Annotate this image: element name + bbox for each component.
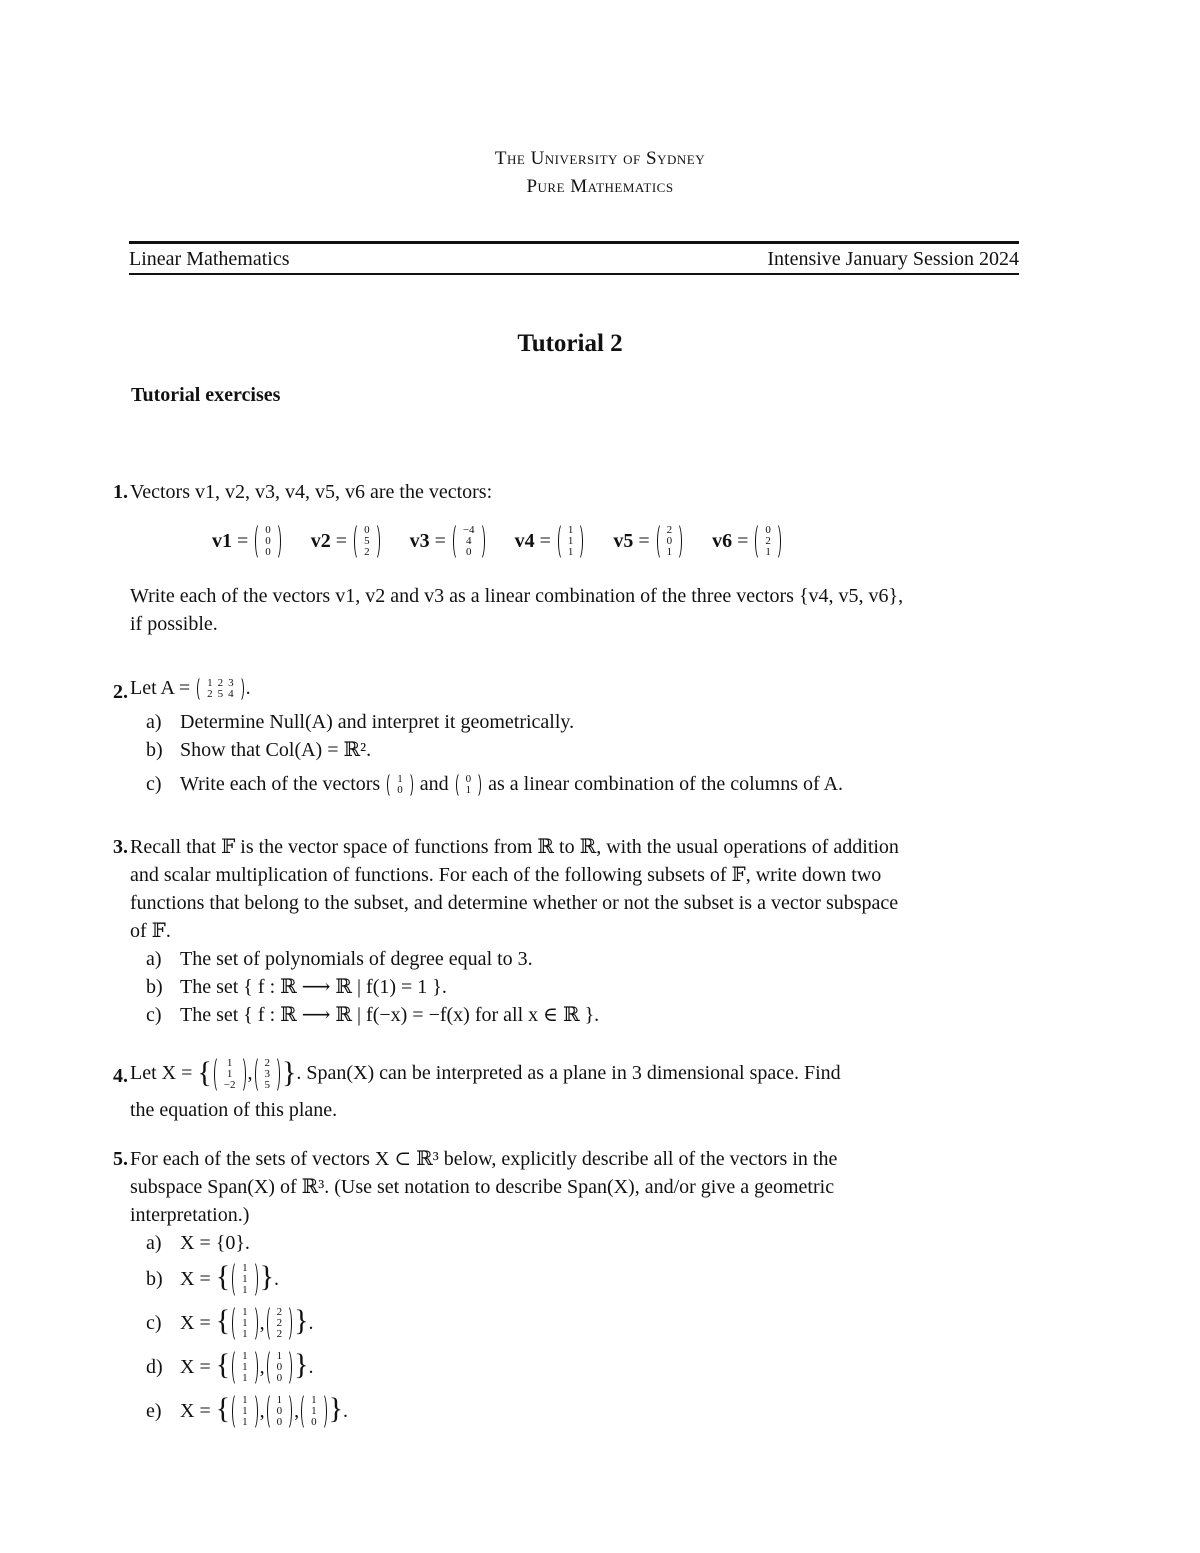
vector-entry: 1: [226, 1057, 233, 1069]
matrix-entry: 2: [217, 677, 224, 690]
set-brace: {: [215, 1304, 231, 1337]
exercise-3-text: of 𝔽.: [130, 920, 171, 942]
part-text: Show that Col(A) = ℝ².: [180, 739, 372, 761]
exercise-number: 3.: [113, 836, 128, 858]
vector-entry: 1: [242, 1393, 248, 1406]
matrix-a: [197, 676, 244, 702]
column-vector: [267, 1349, 293, 1386]
exercise-4: [96, 1056, 1019, 1124]
vector-entry: 1: [242, 1283, 248, 1296]
vector-entry: 1: [276, 1393, 283, 1406]
vector-entry: 0: [311, 1415, 317, 1428]
exercise-5-text: interpretation.): [130, 1204, 250, 1226]
exercise-number: 4.: [113, 1065, 128, 1087]
column-vector: [255, 523, 281, 560]
part-text: Write each of the vectors: [180, 773, 381, 795]
exercise-3-text: and scalar multiplication of functions. For each of the following subsets of 𝔽, write down two: [130, 864, 882, 886]
course-name: Linear Mathematics: [129, 248, 290, 270]
vector-entry: 1: [666, 545, 673, 558]
exercise-part: e) X = { 1 1 1 , 1 0 0 , 1 1 0 } .: [146, 1392, 349, 1428]
vector-entry: 1: [397, 773, 403, 786]
exercise-4-prefix: Let X =: [130, 1062, 193, 1085]
header-rule-top: [129, 241, 1019, 244]
set-brace: }: [282, 1055, 297, 1089]
vector-entry: 1: [311, 1404, 317, 1417]
exercise-part: [146, 736, 1019, 764]
set-brace: }: [328, 1392, 344, 1425]
matrix-entry: 1: [207, 677, 213, 690]
part-label: c): [146, 1004, 162, 1026]
vector-name: v4: [514, 530, 535, 552]
vector-def: v1 = 0 0 0: [212, 523, 283, 560]
column-vector: [657, 523, 683, 560]
column-vector: [387, 772, 413, 798]
exercise-number: 1.: [113, 481, 128, 503]
vector-entry: 0: [765, 523, 771, 536]
part-label: a): [146, 948, 162, 970]
vector-def: v4 = 1 1 1: [515, 523, 586, 560]
part-text: The set of polynomials of degree equal to 3.: [180, 948, 533, 970]
exercise-3-text: Recall that 𝔽 is the vector space of functions from ℝ to ℝ, with the usual operations of addition: [130, 836, 899, 858]
exercise-part: [146, 770, 1019, 798]
exercise-part: b) X = { 1 1 1 } .: [146, 1260, 280, 1296]
matrix-entry: 4: [228, 688, 234, 701]
exercise-part: [146, 945, 1019, 973]
part-text: X =: [180, 1356, 211, 1378]
vector-entry: 0: [364, 523, 370, 536]
exercise-part: [146, 973, 1019, 1001]
exercise-4-line2: the equation of this plane.: [130, 1099, 338, 1121]
department-name-text: Pure Mathematics: [526, 176, 674, 197]
part-text: The set { f : ℝ ⟶ ℝ | f(1) = 1 }.: [180, 976, 447, 998]
vector-entry: 0: [276, 1371, 283, 1384]
column-vector: [453, 523, 485, 560]
vector-entry: 0: [465, 545, 472, 558]
vector-entry: −4: [462, 523, 475, 536]
set-brace: {: [197, 1055, 212, 1089]
exercise-3: [96, 833, 1019, 1029]
vector-entry: 0: [276, 1360, 283, 1373]
part-label: a): [146, 1232, 162, 1254]
exercise-3-text: functions that belong to the subset, and determine whether or not the subset is a vector subspace: [130, 892, 899, 914]
part-text: as a linear combination of the columns of A.: [488, 773, 844, 795]
vector-entry: 1: [242, 1371, 248, 1384]
exercise-4-suffix: . Span(X) can be interpreted as a plane in 3 dimensional space. Find: [296, 1062, 841, 1085]
vector-entry: 2: [276, 1305, 283, 1318]
vector-entry: 0: [276, 1404, 283, 1417]
header-rule-bottom: [129, 273, 1019, 275]
part-label: c): [146, 773, 162, 795]
exercise-2-intro: Let A = 1 2 3 2 5 4 .: [130, 677, 251, 701]
vector-entry: 1: [276, 1349, 283, 1362]
vector-name: v5: [613, 530, 634, 552]
part-text: The set { f : ℝ ⟶ ℝ | f(−x) = −f(x) for all x ∈ ℝ }.: [180, 1004, 600, 1026]
vector-entry: 1: [567, 545, 574, 558]
column-vector: [232, 1349, 258, 1386]
vector-entry: 2: [765, 534, 771, 547]
vector-name: v3: [409, 530, 430, 552]
vector-entry: 5: [264, 1079, 270, 1091]
column-vector: [232, 1305, 258, 1342]
part-label: b): [146, 1268, 163, 1290]
vector-entry: −2: [223, 1079, 236, 1091]
part-text: X =: [180, 1312, 211, 1334]
vector-entry: 0: [265, 545, 271, 558]
vector-entry: 2: [276, 1327, 283, 1340]
part-text: X =: [180, 1400, 211, 1422]
exercise-part: [146, 1001, 1019, 1029]
vector-entry: 2: [276, 1316, 283, 1329]
exercise-part: c) X = { 1 1 1 , 2 2 2 } .: [146, 1304, 314, 1340]
vector-entry: 5: [364, 534, 370, 547]
vector-entry: 0: [666, 534, 673, 547]
exercise-2-intro-text: Let A =: [130, 677, 191, 699]
page-title: Tutorial 2: [517, 330, 623, 357]
vector-entry: 1: [567, 523, 574, 536]
vector-entry: 1: [226, 1068, 233, 1080]
set-brace: {: [215, 1392, 231, 1425]
exercise-1: [96, 478, 1019, 638]
part-text: Determine Null(A) and interpret it geometrically.: [180, 711, 575, 733]
exercise-1-text: if possible.: [130, 613, 218, 635]
vector-entry: 1: [242, 1349, 248, 1362]
column-vector: [214, 1056, 246, 1093]
set-brace: }: [259, 1260, 275, 1293]
vector-entry: 1: [242, 1404, 248, 1417]
vector-entry: 1: [311, 1393, 317, 1406]
set-brace: }: [294, 1348, 309, 1381]
vector-entry: 0: [465, 773, 472, 786]
university-name-text: The University of Sydney: [494, 148, 706, 169]
column-vector: [301, 1393, 327, 1430]
exercise-4-line: Let X = { 1 1 −2 , 2 3 5 }. Span(X) can be interpreted as a plane in 3 dimensional space. Find: [130, 1055, 841, 1091]
exercise-5: [96, 1145, 1019, 1433]
vector-entry: 1: [242, 1415, 248, 1428]
part-label: d): [146, 1356, 163, 1378]
exercise-part: d) X = { 1 1 1 , 1 0 0 } .: [146, 1348, 314, 1384]
vector-entry: 1: [242, 1261, 248, 1274]
vector-def: v2 = 0 5 2: [311, 523, 382, 560]
vector-entry: 4: [465, 534, 472, 547]
exercise-5-text: subspace Span(X) of ℝ³. (Use set notation to describe Span(X), and/or give a geometric: [130, 1176, 835, 1198]
column-vector: [755, 523, 781, 560]
vector-entry: 0: [265, 534, 271, 547]
column-vector: [267, 1393, 293, 1430]
column-vector: [232, 1393, 258, 1430]
exercise-1-intro: Vectors v1, v2, v3, v4, v5, v6 are the vectors:: [130, 481, 493, 503]
vector-entry: 1: [242, 1327, 248, 1340]
vector-entry: 1: [242, 1272, 248, 1285]
matrix-entry: 3: [228, 677, 234, 690]
part-label: a): [146, 711, 162, 733]
vector-name: v2: [310, 530, 331, 552]
vector-entry: 1: [465, 784, 472, 797]
vector-entry: 0: [397, 784, 403, 797]
vector-def: v5 = 2 0 1: [613, 523, 684, 560]
part-label: c): [146, 1312, 162, 1334]
section-heading: Tutorial exercises: [131, 384, 281, 406]
column-vector: [267, 1305, 293, 1342]
part-text: and: [419, 773, 449, 795]
vector-entry: 1: [242, 1316, 248, 1329]
exercise-number: 2.: [113, 681, 128, 703]
part-text: X =: [180, 1268, 211, 1290]
part-text: X = {0}.: [180, 1232, 250, 1254]
university-name: [0, 145, 1200, 173]
exercise-1-text: Write each of the vectors v1, v2 and v3 as a linear combination of the three vectors {v4, v5, v6},: [130, 585, 904, 607]
vector-entry: 1: [765, 545, 771, 558]
vector-entry: 2: [264, 1057, 270, 1069]
column-vector: [456, 772, 482, 798]
exercise-number: 5.: [113, 1148, 128, 1170]
vector-entry: 1: [242, 1360, 248, 1373]
vector-entry: 1: [567, 534, 574, 547]
column-vector: [255, 1056, 281, 1093]
set-brace: {: [215, 1348, 231, 1381]
set-brace: }: [294, 1304, 309, 1337]
vector-def: v3 = −4 4 0: [410, 523, 487, 560]
vector-def: v6 = 0 2 1: [712, 523, 783, 560]
column-vector: [232, 1261, 258, 1298]
vector-entry: 0: [276, 1415, 283, 1428]
vector-name: v1: [212, 530, 232, 552]
department-name: [0, 173, 1200, 201]
part-label: b): [146, 739, 163, 761]
part-label: b): [146, 976, 163, 998]
vector-entry: 2: [666, 523, 673, 536]
matrix-entry: 2: [207, 688, 213, 701]
column-vector: [354, 523, 380, 560]
column-vector: [558, 523, 584, 560]
exercise-2: [96, 678, 1019, 798]
exercise-5-text: For each of the sets of vectors X ⊂ ℝ³ below, explicitly describe all of the vectors in the: [130, 1148, 838, 1170]
part-label: e): [146, 1400, 162, 1422]
vector-entry: 1: [242, 1305, 248, 1318]
vector-entry: 0: [265, 523, 271, 536]
exercise-part: [146, 1229, 1019, 1257]
vector-entry: 2: [364, 545, 370, 558]
exercise-part: [146, 708, 1019, 736]
vector-name: v6: [712, 530, 733, 552]
vector-definitions: [212, 514, 1019, 568]
matrix-entry: 5: [217, 688, 224, 701]
session-name: Intensive January Session 2024: [767, 248, 1019, 270]
vector-entry: 3: [264, 1068, 270, 1080]
set-brace: {: [215, 1260, 231, 1293]
